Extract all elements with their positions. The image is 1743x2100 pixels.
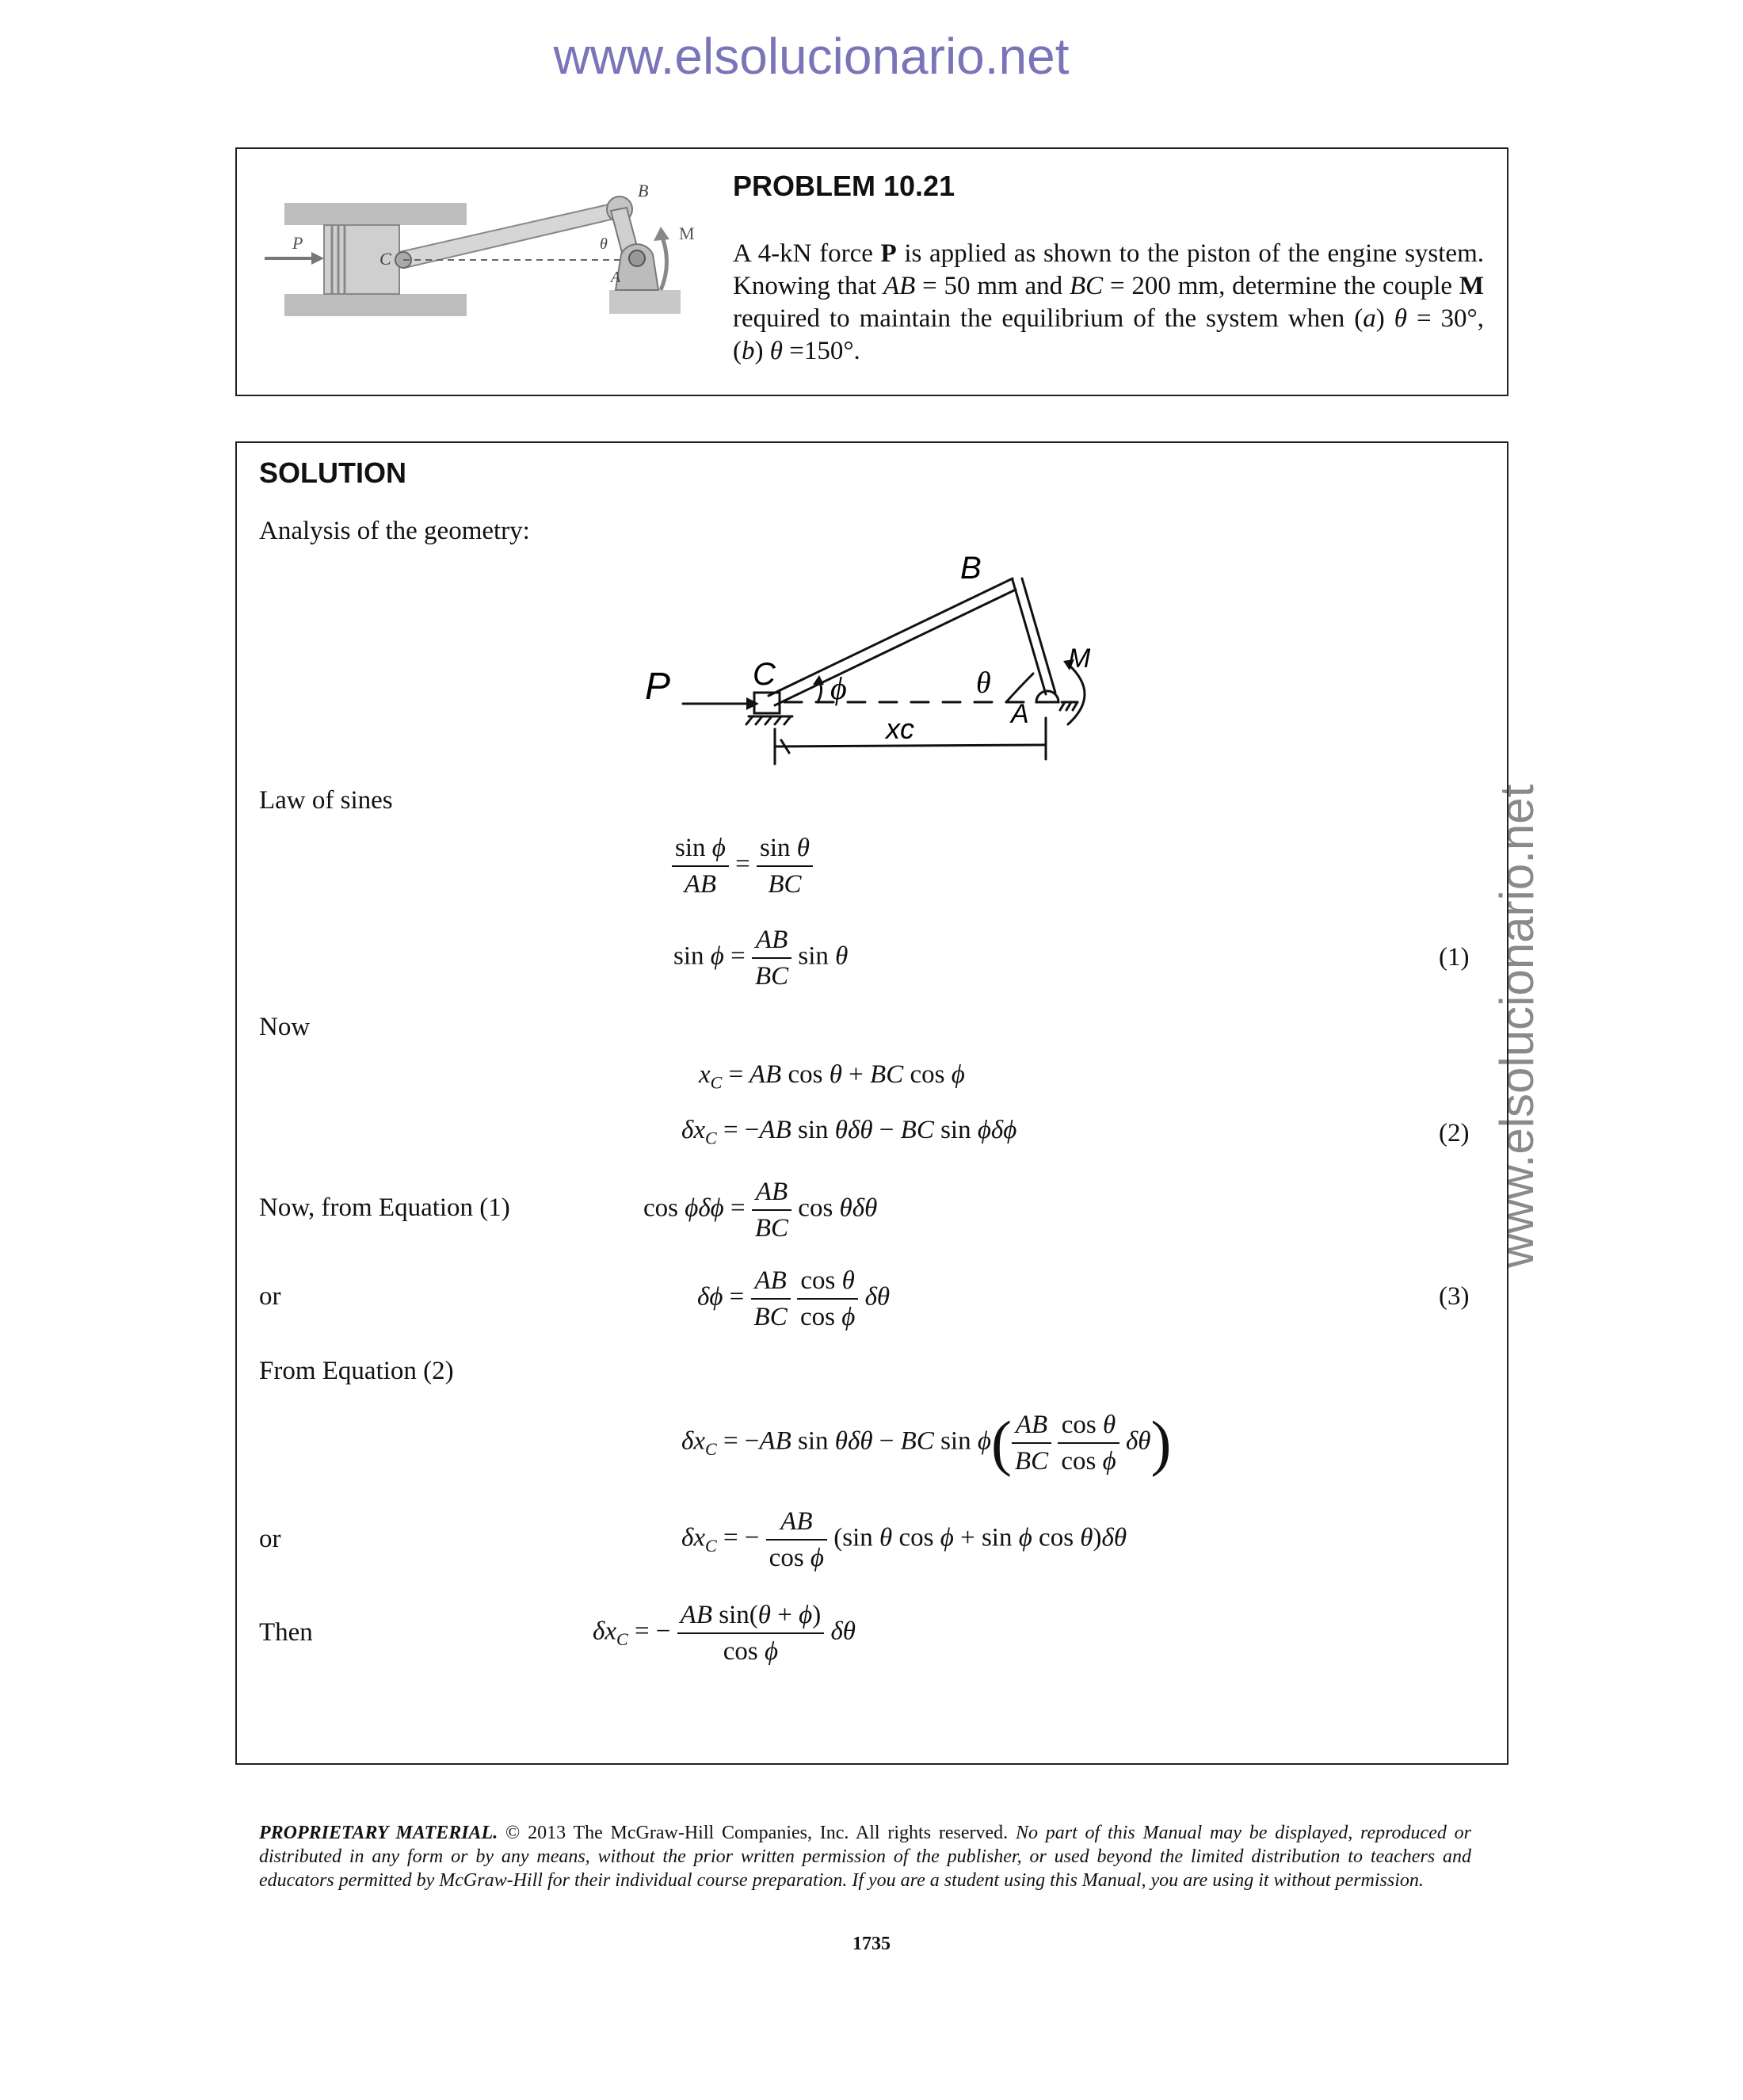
watermark-side: www.elsolucionario.net xyxy=(1490,784,1543,1268)
problem-statement: A 4-kN force P is applied as shown to the piston of the engine system. Knowing that AB = 50 mm and BC = 200 mm, determine the couple M required to maintain the equilibrium of the system when (a) θ = 30°, (b) θ =150°. xyxy=(733,239,1484,365)
geometry-sketch xyxy=(634,551,1109,777)
figure-label-theta: θ xyxy=(600,235,608,253)
sketch-label-b: B xyxy=(960,551,982,586)
figure-label-c: C xyxy=(379,249,391,269)
equation-cos-phi: cos ϕδϕ = $\frac{AB}{BC}$ cos θδθ xyxy=(643,1178,878,1243)
sketch-label-theta: θ xyxy=(976,666,991,700)
equation-number-3: (3) xyxy=(1439,1282,1470,1311)
analysis-label: Analysis of the geometry: xyxy=(259,517,530,545)
equation-substituted: $\delta x_C = -AB$ sin θδθ − BC sin ϕ( $\frac{AB}{BC}$ $\frac{\text{cos θ}}{\text{cos ϕ}}$ δθ) xyxy=(681,1408,1172,1477)
sketch-slider xyxy=(754,693,780,713)
equation-xc: $x_C$ = AB cos θ + BC cos ϕ xyxy=(699,1060,965,1093)
cylinder-top-wall xyxy=(284,203,467,225)
or-label-2: or xyxy=(259,1525,281,1553)
footer-text: No part of this Manual may be displayed, reproduced or distributed in any form or by any means, without the prior written permission of the publisher, or used beyond the limited distribution to teachers and educators permitted by McGraw-Hill for their individual course preparation. If you are a student using this Manual, you are using it without permission. xyxy=(259,1823,1471,1891)
or-label-1: or xyxy=(259,1282,281,1311)
page-number: 1735 xyxy=(852,1934,891,1954)
sketch-label-c: C xyxy=(753,657,776,692)
problem-box xyxy=(235,147,1508,396)
sketch-label-a: A xyxy=(1011,699,1029,729)
figure-label-a: A xyxy=(611,269,621,286)
figure-label-b: B xyxy=(638,181,649,200)
law-of-sines-label: Law of sines xyxy=(259,786,393,815)
then-label: Then xyxy=(259,1618,313,1647)
equation-sum-form: $\delta x_C$ = − $\frac{AB}{\text{cos ϕ}}$ (sin θ cos ϕ + sin ϕ cos θ)δθ xyxy=(681,1507,1127,1572)
problem-title: PROBLEM 10.21 xyxy=(733,170,955,202)
equation-number-2: (2) xyxy=(1439,1119,1470,1147)
couple-m-arrow xyxy=(661,233,667,290)
solution-heading: SOLUTION xyxy=(259,456,406,489)
equation-3: δϕ = $\frac{AB}{BC}$ $\frac{\text{cos θ}}{\text{cos ϕ}}$ δθ xyxy=(697,1266,891,1331)
cylinder-bottom-wall xyxy=(284,294,467,316)
equation-final: $\delta x_C$ = − $\frac{\text{AB sin(θ + ϕ)}}{\text{cos ϕ}}$ δθ xyxy=(593,1601,856,1666)
footer-notice xyxy=(259,1821,1471,1892)
footer-lead: PROPRIETARY MATERIAL. xyxy=(259,1823,498,1843)
sketch-label-phi: ϕ xyxy=(830,670,847,706)
watermark-top: www.elsolucionario.net xyxy=(553,28,1070,85)
equation-1: sin ϕ = $\frac{AB}{BC}$ sin θ xyxy=(673,926,849,991)
engine-figure xyxy=(261,179,695,338)
now-from-eq1-label: Now, from Equation (1) xyxy=(259,1193,510,1222)
now-label: Now xyxy=(259,1013,311,1041)
equation-law-of-sines: $\frac{\text{sin ϕ}}{AB}$ = $\frac{\text{sin θ}}{BC}$ xyxy=(672,832,813,900)
equation-2: $\delta x_C = -AB$ sin θδθ − BC sin ϕδϕ xyxy=(681,1116,1017,1148)
from-eq2-label: From Equation (2) xyxy=(259,1357,454,1385)
sketch-label-m: M xyxy=(1068,643,1091,674)
figure-label-m: M xyxy=(679,223,695,243)
sketch-label-p: P xyxy=(645,666,671,708)
sketch-label-xc: xc xyxy=(886,712,914,745)
support-base xyxy=(609,290,681,314)
figure-label-p: P xyxy=(292,233,303,253)
footer-copyright: © 2013 The McGraw-Hill Companies, Inc. All rights reserved. xyxy=(505,1823,1009,1843)
equation-number-1: (1) xyxy=(1439,943,1470,972)
